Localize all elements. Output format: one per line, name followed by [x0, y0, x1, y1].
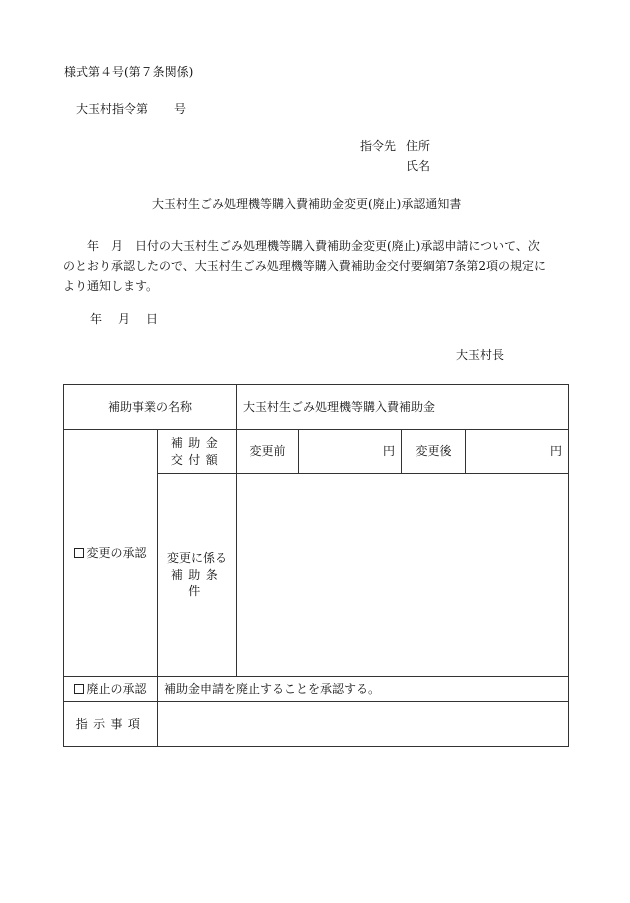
form-number: 様式第４号(第７条関係)	[64, 65, 194, 79]
addressee-label: 指令先	[360, 139, 397, 153]
after-change-amount[interactable]: 円	[466, 430, 569, 474]
date-month: 月	[118, 312, 131, 326]
approval-table	[63, 384, 569, 747]
abolition-approval-text: 補助金申請を廃止することを承認する。	[158, 677, 569, 702]
change-approval-checkbox[interactable]	[74, 548, 84, 558]
before-change-label: 変更前	[237, 430, 299, 474]
notice-title: 大玉村生ごみ処理機等購入費補助金変更(廃止)承認通知書	[152, 197, 462, 211]
table-row	[64, 702, 569, 747]
table-row	[64, 385, 569, 430]
conditions-content[interactable]	[237, 474, 569, 677]
addressee-name-label: 氏名	[406, 159, 431, 173]
directive-prefix: 大玉村指令第	[76, 102, 149, 116]
grant-amount-label	[158, 430, 237, 474]
table-row	[64, 430, 569, 474]
instructions-label: 指示事項	[64, 702, 158, 747]
body-line: 年 月 日付の大玉村生ごみ処理機等購入費補助金変更(廃止)承認申請について、次	[87, 239, 540, 253]
date-line	[90, 313, 158, 325]
project-name-label: 補助事業の名称	[64, 385, 237, 430]
date-year: 年	[90, 312, 103, 326]
table-row	[64, 677, 569, 702]
directive-suffix: 号	[174, 102, 187, 116]
abolition-approval-checkbox[interactable]	[74, 684, 84, 694]
instructions-content[interactable]	[158, 702, 569, 747]
date-day: 日	[146, 312, 159, 326]
directive-number-line	[76, 103, 186, 115]
before-change-amount[interactable]: 円	[299, 430, 402, 474]
after-change-label: 変更後	[402, 430, 466, 474]
abolition-approval-label: 廃止の承認	[86, 681, 147, 696]
change-approval-cell	[64, 430, 158, 677]
change-approval-label: 変更の承認	[86, 545, 147, 560]
project-name-value: 大玉村生ごみ処理機等購入費補助金	[237, 385, 569, 430]
grant-amount-label-line1: 補助金	[170, 435, 224, 450]
abolition-approval-cell	[64, 677, 158, 702]
body-line: のとおり承認したので、大玉村生ごみ処理機等購入費補助金交付要綱第7条第2項の規定に	[63, 259, 547, 273]
conditions-label	[158, 474, 237, 677]
body-line: より通知します。	[63, 279, 159, 293]
addressee-address-label: 住所	[406, 139, 431, 153]
signature-village-head: 大玉村長	[456, 348, 505, 362]
body-text	[63, 236, 568, 296]
conditions-label-line1: 変更に係る	[167, 550, 228, 565]
grant-amount-label-line2: 交付額	[170, 452, 224, 467]
conditions-label-line2: 補助条件	[170, 567, 224, 599]
